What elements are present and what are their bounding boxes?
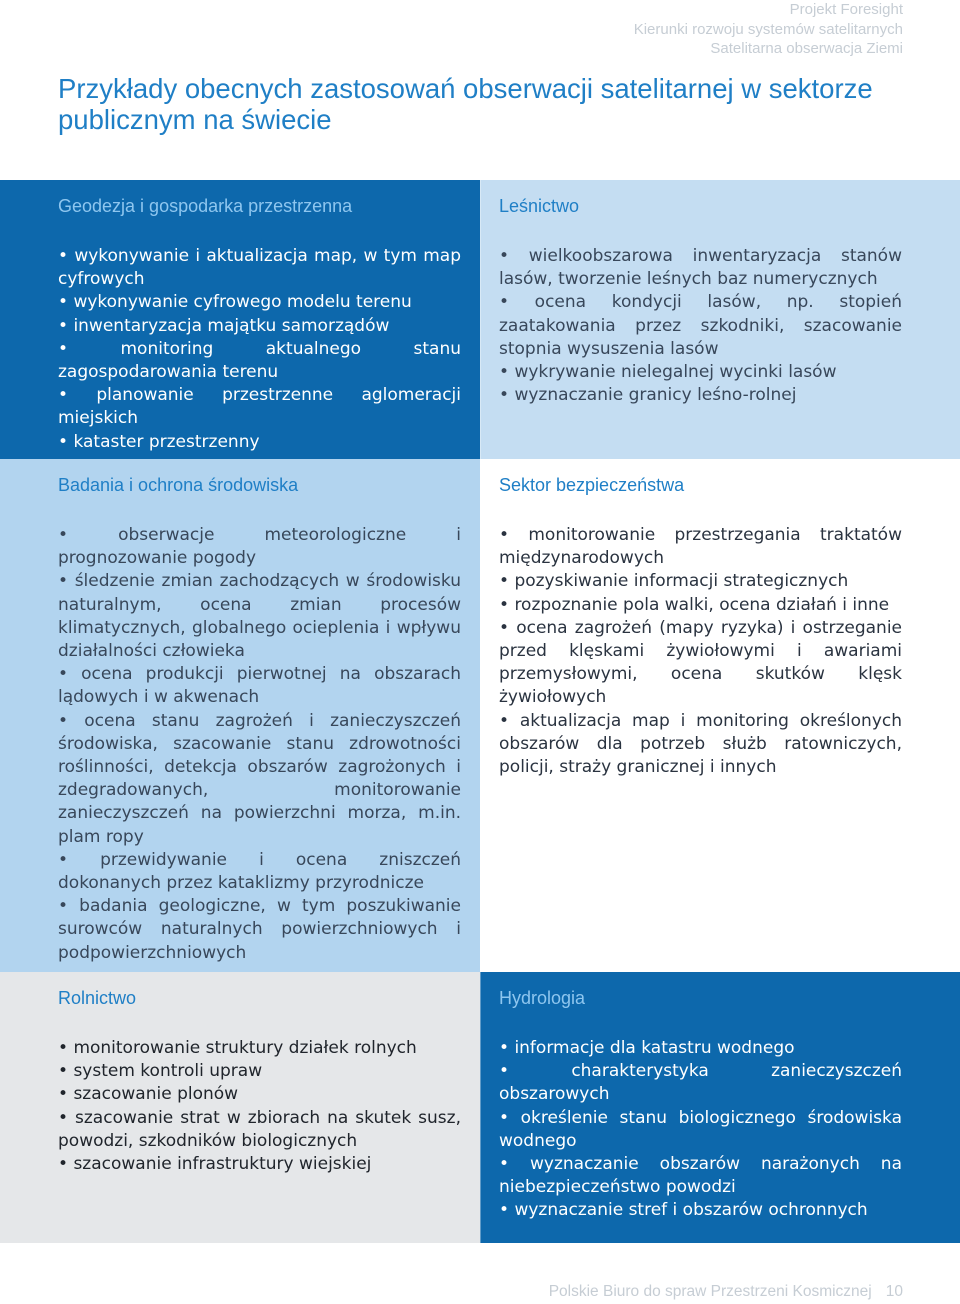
list-item: • monitorowanie przestrzegania traktatów międzynarodowych — [499, 524, 902, 570]
list-item: • kataster przestrzenny — [58, 431, 461, 454]
bullet-list — [499, 1037, 902, 1223]
list-item: • monitoring aktualnego stanu zagospodarowania terenu — [58, 338, 461, 384]
footer-organization: Polskie Biuro do spraw Przestrzeni Kosmicznej — [548, 1283, 872, 1300]
panel-geodesy — [0, 180, 480, 459]
panel-agriculture — [0, 972, 480, 1243]
list-item: • wielkoobszarowa inwentaryzacja stanów lasów, tworzenie leśnych baz numerycznych — [499, 245, 902, 291]
bullet-list — [499, 524, 902, 779]
list-item: • ocena stanu zagrożeń i zanieczyszczeń środowiska, szacowanie stanu zdrowotności roślinności, detekcja obszarów zagrożonych i zdegradowanych, monitorowanie zanieczyszczeń na powierzchni morza, m.in. plam ropy — [58, 710, 461, 849]
panel-environment — [0, 459, 480, 972]
panel-security — [480, 459, 960, 972]
page-title: Przykłady obecnych zastosowań obserwacji satelitarnej w sektorze publicznym na świecie — [58, 73, 873, 135]
section-heading: Badania i ochrona środowiska — [58, 475, 299, 495]
list-item: • inwentaryzacja majątku samorządów — [58, 315, 461, 338]
list-item: • ocena kondycji lasów, np. stopień zaatakowania przez szkodniki, szacowanie stopnia wysuszenia lasów — [499, 291, 902, 361]
list-item: • monitorowanie struktury działek rolnych — [58, 1037, 461, 1060]
page-footer — [549, 1280, 903, 1304]
list-item: • ocena zagrożeń (mapy ryzyka) i ostrzeganie przed klęskami żywiołowymi i awariami przemysłowymi, ocena skutków klęsk żywiołowych — [499, 617, 902, 710]
bullet-list — [499, 245, 902, 407]
list-item: • aktualizacja map i monitoring określonych obszarów dla potrzeb służb ratowniczych, policji, straży granicznej i innych — [499, 710, 902, 780]
section-heading: Hydrologia — [499, 988, 586, 1008]
header-subject: Satelitarna obserwacja Ziemi — [710, 40, 903, 57]
list-item: • wyznaczanie granicy leśno-rolnej — [499, 384, 902, 407]
list-item: • planowanie przestrzenne aglomeracji miejskich — [58, 384, 461, 430]
list-item: • określenie stanu biologicznego środowiska wodnego — [499, 1107, 902, 1153]
running-header — [634, 0, 903, 59]
header-project: Projekt Foresight — [789, 1, 903, 18]
list-item: • wykrywanie nielegalnej wycinki lasów — [499, 361, 902, 384]
list-item: • śledzenie zmian zachodzących w środowisku naturalnym, ocena zmian procesów klimatycznych, globalnego ocieplenia i wpływu działalności człowieka — [58, 570, 461, 663]
header-report: Kierunki rozwoju systemów satelitarnych — [633, 20, 903, 38]
list-item: • charakterystyka zanieczyszczeń obszarowych — [499, 1060, 902, 1106]
list-item: • przewidywanie i ocena zniszczeń dokonanych przez kataklizmy przyrodnicze — [58, 849, 461, 895]
panel-hydrology — [480, 972, 960, 1243]
section-heading: Leśnictwo — [499, 196, 580, 216]
list-item: • ocena produkcji pierwotnej na obszarach lądowych i w akwenach — [58, 663, 461, 709]
column-divider — [480, 180, 481, 1243]
section-heading: Geodezja i gospodarka przestrzenna — [58, 196, 353, 216]
list-item: • szacowanie plonów — [58, 1083, 461, 1106]
list-item: • szacowanie infrastruktury wiejskiej — [58, 1153, 461, 1176]
bullet-list — [58, 1037, 461, 1176]
list-item: • obserwacje meteorologiczne i prognozowanie pogody — [58, 524, 461, 570]
list-item: • rozpoznanie pola walki, ocena działań i inne — [499, 594, 902, 617]
bullet-list — [58, 524, 461, 965]
list-item: • wyznaczanie stref i obszarów ochronnych — [499, 1199, 902, 1222]
panel-forestry — [480, 180, 960, 459]
list-item: • szacowanie strat w zbiorach na skutek susz, powodzi, szkodników biologicznych — [58, 1107, 461, 1153]
list-item: • wykonywanie cyfrowego modelu terenu — [58, 291, 461, 314]
list-item: • pozyskiwanie informacji strategicznych — [499, 570, 902, 593]
bullet-list — [58, 245, 461, 454]
list-item: • system kontroli upraw — [58, 1060, 461, 1083]
list-item: • wykonywanie i aktualizacja map, w tym map cyfrowych — [58, 245, 461, 291]
section-heading: Sektor bezpieczeństwa — [499, 475, 685, 495]
list-item: • informacje dla katastru wodnego — [499, 1037, 902, 1060]
section-heading: Rolnictwo — [58, 988, 137, 1008]
list-item: • badania geologiczne, w tym poszukiwanie surowców naturalnych powierzchniowych i podpowierzchniowych — [58, 895, 461, 965]
page-number: 10 — [885, 1283, 903, 1300]
list-item: • wyznaczanie obszarów narażonych na niebezpieczeństwo powodzi — [499, 1153, 902, 1199]
